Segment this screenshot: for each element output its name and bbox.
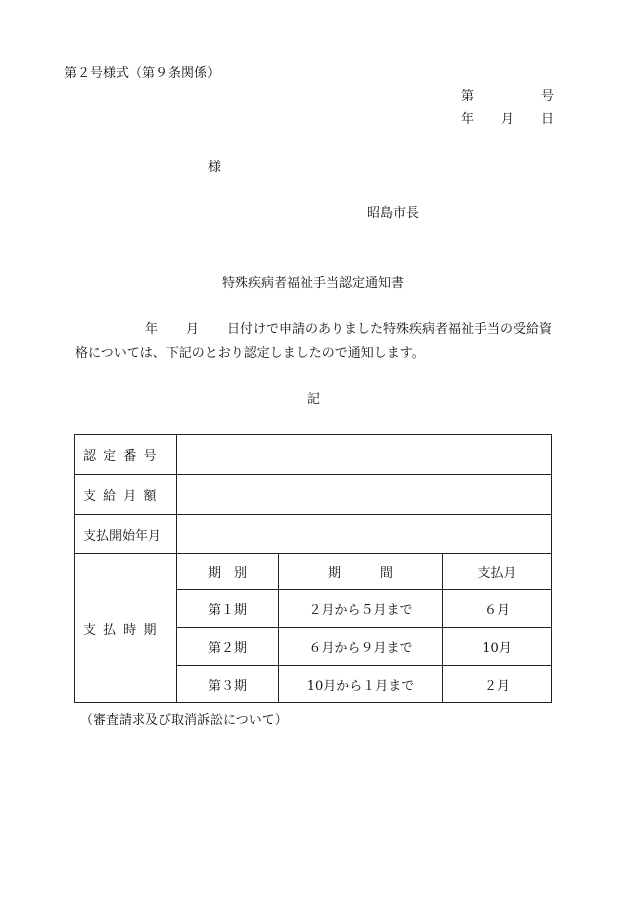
date-day: 日	[541, 112, 555, 127]
body-month: 月	[186, 322, 200, 337]
column-header-period: 期 間	[279, 554, 443, 590]
body-text-rest: 日付けで申請のありました特殊疾病者福祉手当の受給資	[227, 322, 553, 337]
number-suffix: 号	[541, 89, 555, 104]
table-row	[75, 515, 552, 554]
form-label: 第２号様式（第９条関係）	[64, 66, 221, 81]
period-payment-month: ２月	[443, 666, 552, 703]
payment-start-value	[177, 515, 552, 554]
issuer-name: 昭島市長	[367, 206, 420, 221]
body-year: 年	[145, 322, 159, 337]
recipient-honorific: 様	[208, 160, 222, 175]
column-header-payment-month: 支払月	[443, 554, 552, 590]
certification-table	[74, 434, 552, 703]
date-month: 月	[501, 112, 515, 127]
date-year: 年	[461, 112, 475, 127]
monthly-amount-label: 支給月額	[75, 475, 177, 515]
period-span: ６月から９月まで	[279, 628, 443, 666]
ki-heading: 記	[307, 392, 321, 407]
table-row	[75, 435, 552, 475]
document-title: 特殊疾病者福祉手当認定通知書	[222, 276, 405, 291]
period-span: 10月から１月まで	[279, 666, 443, 703]
number-prefix: 第	[461, 89, 475, 104]
period-term: 第２期	[177, 628, 279, 666]
table-row	[75, 475, 552, 515]
footer-note: （審査請求及び取消訴訟について）	[80, 713, 288, 728]
table-row	[75, 554, 552, 590]
period-payment-month: 10月	[443, 628, 552, 666]
certification-number-value	[177, 435, 552, 475]
monthly-amount-value	[177, 475, 552, 515]
period-term: 第３期	[177, 666, 279, 703]
column-header-term: 期 別	[177, 554, 279, 590]
body-paragraph-line1	[0, 323, 630, 339]
period-term: 第１期	[177, 590, 279, 628]
certification-number-label: 認定番号	[75, 435, 177, 475]
period-payment-month: ６月	[443, 590, 552, 628]
payment-start-label: 支払開始年月	[75, 515, 177, 554]
body-paragraph-line2: 格については、下記のとおり認定しましたので通知します。	[75, 346, 425, 361]
period-span: ２月から５月まで	[279, 590, 443, 628]
payment-timing-label: 支払時期	[75, 554, 177, 703]
